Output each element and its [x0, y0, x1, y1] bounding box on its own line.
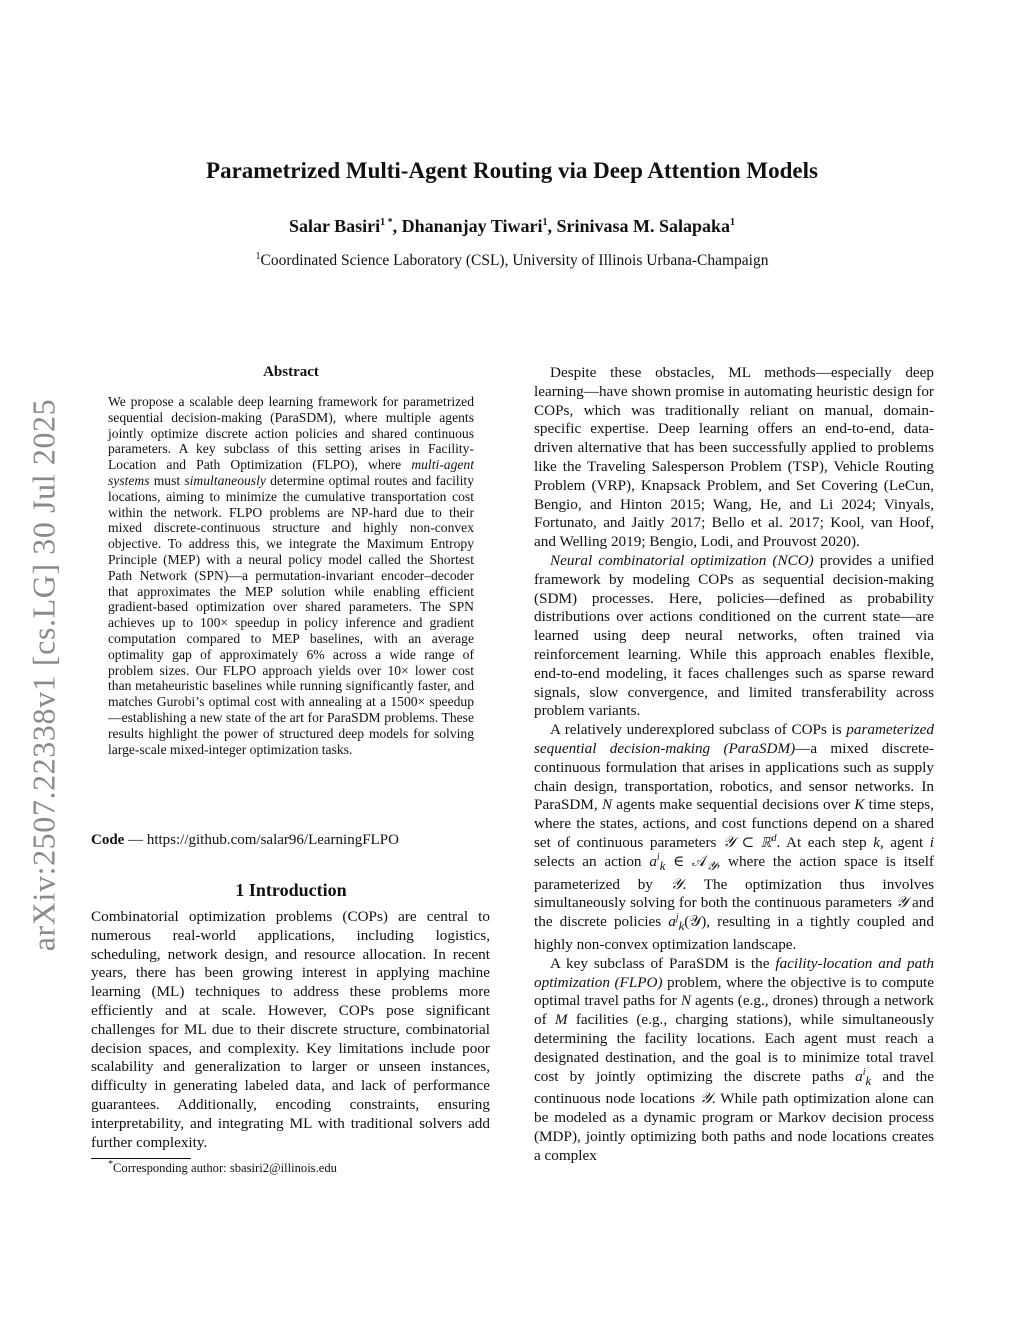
author-name: Srinivasa M. Salapaka — [556, 216, 731, 236]
author-affil-mark: 1 * — [380, 217, 393, 228]
math-subscript: k — [865, 1073, 872, 1088]
affil-text: Coordinated Science Laboratory (CSL), University of Illinois Urbana-Champaign — [260, 252, 769, 269]
math-symbol: i — [929, 833, 934, 851]
author-affil-mark: 1 — [542, 217, 548, 228]
paragraph-text: Despite these obstacles, ML methods—especially deep learning—have shown promise in automating heuristic design for COPs, which was traditionally reliant on manual, domain-specific expertise. Deep learning offers an end-to-end, data-driven alternative that has been successfully applied to problems like the Traveling Salesperson Problem (TSP), Vehicle Routing Problem (VRP), Knapsack Problem, and Set Covering (LeCun, Bengio, and Hinton 2015; Wang, He, and Li 2024; Vinyals, Fortunato, and Jaitly 2017; Bello et al. 2017; Kool, van Hoof, and Welling 2019; Bengio, Lodi, and Prouvost 2020). — [534, 364, 934, 551]
paragraph-text: . The optimization thus involves simultaneously solving for both the continuous parameters — [534, 875, 934, 912]
footnote-rule — [91, 1158, 191, 1159]
math-superscript: j — [675, 912, 679, 924]
abstract-emphasis: simultaneously — [184, 472, 266, 488]
paragraph-text: and the continuous node locations — [534, 1067, 934, 1108]
math-subscript: k — [659, 858, 666, 873]
math-symbol: 𝒴 — [896, 894, 908, 912]
math-superscript: d — [771, 832, 777, 844]
paragraph — [534, 721, 934, 955]
math-symbol: a — [649, 852, 657, 870]
author-name: Dhananjay Tiwari — [401, 216, 543, 236]
paragraph-text: and the discrete policies — [534, 894, 934, 931]
abstract-emphasis: multi-agent systems — [108, 457, 474, 488]
math-symbol: 𝒴 — [670, 875, 683, 893]
code-label: Code — [91, 832, 125, 848]
abstract-heading: Abstract — [263, 364, 319, 380]
paragraph-text: agents (e.g., drones) through a network of — [534, 992, 934, 1029]
paragraph-text: A relatively underexplored subclass of COPs is — [550, 721, 847, 739]
math-symbol: N — [680, 992, 691, 1010]
math-symbol: a — [668, 913, 676, 931]
paragraph-text: time steps, where the states, actions, and cost functions depend on a shared set of continuous parameters — [534, 796, 934, 851]
paragraph — [534, 955, 934, 1166]
paragraph-text: A key subclass of ParaSDM is the — [550, 954, 776, 972]
footnote — [108, 1158, 488, 1176]
math-subscript: k — [678, 919, 685, 934]
math-subscript: 𝒴 — [706, 858, 717, 873]
paragraph-text: , agent — [879, 833, 930, 851]
section-heading-introduction: 1 Introduction — [235, 880, 347, 900]
code-url[interactable]: — https://github.com/salar96/LearningFLPO — [124, 832, 399, 848]
math-superscript: i — [862, 1066, 866, 1078]
paragraph-text: provides a unified framework by modeling COPs as sequential decision-making (SDM) processes. Here, policies—defined as probability distributions over actions conditioned on the current state—are learned using deep neural networks, often trained via reinforcement learning. While this approach enables flexible, end-to-end modeling, it faces challenges such as sparse reward signals, slow convergence, and limited transferability across problem variants. — [534, 551, 934, 720]
math-symbol: M — [554, 1011, 568, 1029]
paper-title: Parametrized Multi-Agent Routing via Deep Attention Models — [206, 158, 818, 183]
term-emphasis: facility-location and path optimization (FLPO) — [534, 954, 934, 991]
math-symbol: a — [855, 1067, 863, 1085]
term-emphasis: parameterized sequential decision-making (ParaSDM) — [534, 721, 934, 757]
affil-mark: 1 — [255, 250, 261, 262]
paragraph-text: selects an action — [534, 852, 650, 870]
math-symbol: ∈ 𝒜 — [665, 852, 707, 870]
author-name: Salar Basiri — [288, 216, 381, 236]
math-symbol: 𝒴 — [699, 1090, 712, 1108]
term-emphasis: Neural combinatorial optimization (NCO) — [550, 551, 814, 569]
footnote-text: Corresponding author: sbasiri2@illinois.edu — [113, 1161, 337, 1175]
arxiv-watermark — [22, 380, 66, 970]
paragraph-text: , where the action space is itself parameterized by — [534, 852, 934, 893]
paragraph — [534, 364, 934, 552]
abstract-body — [108, 394, 474, 757]
math-symbol: k — [873, 833, 880, 851]
introduction-paragraph: Combinatorial optimization problems (COPs) are central to numerous real-world applications, including logistics, scheduling, network design, and resource allocation. In recent years, there has been growing interest in applying machine learning (ML) techniques to address these problems more efficiently and at scale. However, COPs pose significant challenges for ML due to their discrete structure, combinatorial decision spaces, and complexity. Key limitations include poor scalability and generalization to larger or unseen instances, difficulty in generating labeled data, and lack of performance guarantees. Additionally, encoding constraints, ensuring interpretability, and integrating ML with traditional solvers add further complexity. — [91, 908, 490, 1151]
abstract-text: determine optimal routes and facility locations, aiming to minimize the cumulative transportation cost within the network. FLPO problems are NP-hard due to their mixed discrete-continuous structure and highly non-convex objective. To address this, we integrate the Maximum Entropy Principle (MEP) with a neural policy model called the Shortest Path Network (SPN)—a permutation-invariant encoder–decoder that approximates the MEP solution while enabling efficient gradient-based optimization over shared parameters. The SPN achieves up to 100× speedup in policy inference and gradient computation compared to MEP baselines, with an average optimality gap of approximately 6% across a wide range of problem sizes. Our FLPO approach yields over 10× lower cost than metaheuristic baselines while running significantly faster, and matches Gurobi’s optimal cost with annealing at a 1500× speedup—establishing a new state of the art for ParaSDM problems. These results highlight the power of structured deep models for solving large-scale mixed-integer optimization tasks. — [108, 472, 475, 757]
math-symbol: N — [601, 796, 613, 814]
code-link-line — [91, 832, 491, 849]
footnote-mark: * — [108, 1158, 113, 1170]
paragraph-text: problem, where the objective is to compute optimal travel paths for — [534, 973, 934, 1010]
math-symbol: K — [854, 796, 865, 814]
paragraph-text: facilities (e.g., charging stations), while simultaneously determining the facility locations. Each agent must reach a designated destination, and the goal is to minimize total travel cost by jointly optimizing the discrete paths — [534, 1011, 934, 1085]
paragraph-text: (𝒴), resulting in a tightly coupled and highly non-convex optimization landscape. — [534, 913, 934, 953]
arxiv-id-stamp: arXiv:2507.22338v1 [cs.LG] 30 Jul 2025 — [25, 398, 62, 952]
author-list: Salar Basiri$^{1 *}$, Dhananjay Tiwari$^1$, Srinivasa M. Salapaka$^1$ — [288, 216, 736, 236]
paragraph-text: agents make sequential decisions over — [612, 796, 855, 814]
paragraph — [534, 552, 934, 721]
author-affil-mark: 1 — [730, 217, 736, 228]
paragraph-text: . At each step — [776, 833, 874, 851]
math-superscript: i — [656, 851, 660, 863]
paragraph-text: —a mixed discrete-continuous formulation that arises in applications such as supply chain design, transportation, robotics, and sensor networks. In ParaSDM, — [534, 739, 934, 814]
math-symbol: 𝒴 ⊂ ℝ — [723, 833, 772, 851]
abstract-text: We propose a scalable deep learning framework for parametrized sequential decision-making (ParaSDM), where multiple agents jointly optimize discrete action policies and shared continuous parameters. A key subclass of this setting arises in Facility-Location and Path Optimization (FLPO), where — [108, 394, 474, 473]
abstract-text: must — [149, 472, 185, 488]
affiliation — [0, 252, 1024, 270]
paragraph-text: . While path optimization alone can be modeled as a dynamic program or Markov decision process (MDP), jointly optimizing both paths and node locations creates a complex — [534, 1090, 934, 1164]
right-column — [534, 364, 934, 1166]
